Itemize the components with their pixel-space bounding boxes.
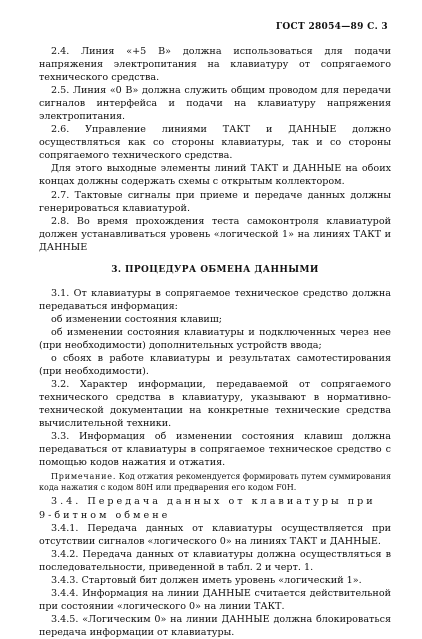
subsection-heading: [39, 495, 391, 508]
subsection-heading-line2-wrap: [39, 509, 391, 522]
paragraph-2-5: 2.5. Линия «0 В» должна служить общим проводом для передачи сигналов интерфейса и подачи на клавиатуру напряжения электропитания.: [39, 85, 391, 123]
document-body: [39, 45, 391, 639]
paragraph-3-4-1: 3.4.1. Передача данных от клавиатуры осуществляется при отсутствии сигналов «логического 0» на линиях ТАКТ и ДАННЫЕ.: [39, 522, 391, 547]
paragraph-3-4-2: 3.4.2. Передача данных от клавиатуры должна осуществляться в последовательности, приведенной в табл. 2 и черт. 1.: [39, 548, 391, 573]
section-title: 3. ПРОЦЕДУРА ОБМЕНА ДАННЫМИ: [111, 264, 319, 275]
note-text: Код отжатия рекомендуется формировать путем суммирования кода нажатия с кодом 80Н или предварения его кодом F0H.: [39, 472, 391, 493]
list-item: об изменении состояния клавиш;: [51, 313, 222, 325]
paragraph-2-6: 2.6. Управление линиями ТАКТ и ДАННЫЕ должно осуществляться как со стороны клавиатуры, так и со стороны сопрягаемого технического средства.: [39, 124, 391, 162]
list-item: об изменении состояния клавиатуры и подключенных через нее (при необходимости) дополнительных устройств ввода;: [39, 326, 391, 351]
paragraph-3-1: 3.1. От клавиатуры в сопрягаемое техническое средство должна передаваться информация:: [39, 287, 391, 312]
paragraph-3-4-4: 3.4.4. Информация на линии ДАННЫЕ считается действительной при состоянии «логического 0» на линии ТАКТ.: [39, 587, 391, 612]
subsection-heading-line1: 3.4. Передача данных от клавиатуры при: [51, 496, 376, 508]
paragraph-3-4-3: 3.4.3. Стартовый бит должен иметь уровень «логический 1».: [51, 574, 362, 586]
paragraph-2-4: 2.4. Линия «+5 В» должна использоваться для подачи напряжения электропитания на клавиатуру от сопрягаемого технического средства.: [39, 46, 391, 84]
paragraph-2-7: 2.7. Тактовые сигналы при приеме и передаче данных должны генерироваться клавиатурой.: [39, 189, 391, 214]
paragraph-3-3: 3.3. Информация об изменении состояния клавиш должна передаваться от клавиатуры в сопрягаемое техническое средство с помощью кодов нажатия и отжатия.: [39, 431, 391, 469]
paragraph-2-8: 2.8. Во время прохождения теста самоконтроля клавиатурой должен устанавливаться уровень «логической 1» на линиях ТАКТ и ДАННЫЕ: [39, 215, 391, 253]
note: [39, 471, 391, 493]
subsection-heading-line2: 9-битном обмене: [39, 509, 171, 521]
note-label: Примечание.: [51, 472, 117, 482]
paragraph-2-6-continued: Для этого выходные элементы линий ТАКТ и ДАННЫЕ на обоих концах должны содержать схемы с открытым коллектором.: [39, 163, 391, 188]
page-header: ГОСТ 28054—89 С. 3: [275, 22, 388, 32]
paragraph-3-4-5: 3.4.5. «Логическим 0» на линии ДАННЫЕ должна блокироваться передача информации от клавиатуры.: [39, 613, 391, 638]
list-item: о сбоях в работе клавиатуры и результатах самотестирования (при необходимости).: [39, 353, 391, 378]
paragraph-3-2: 3.2. Характер информации, передаваемой от сопрягаемого технического средства в клавиатуру, указывают в нормативно-технической документации на конкретные технические средства вычислительной техники.: [39, 379, 391, 430]
